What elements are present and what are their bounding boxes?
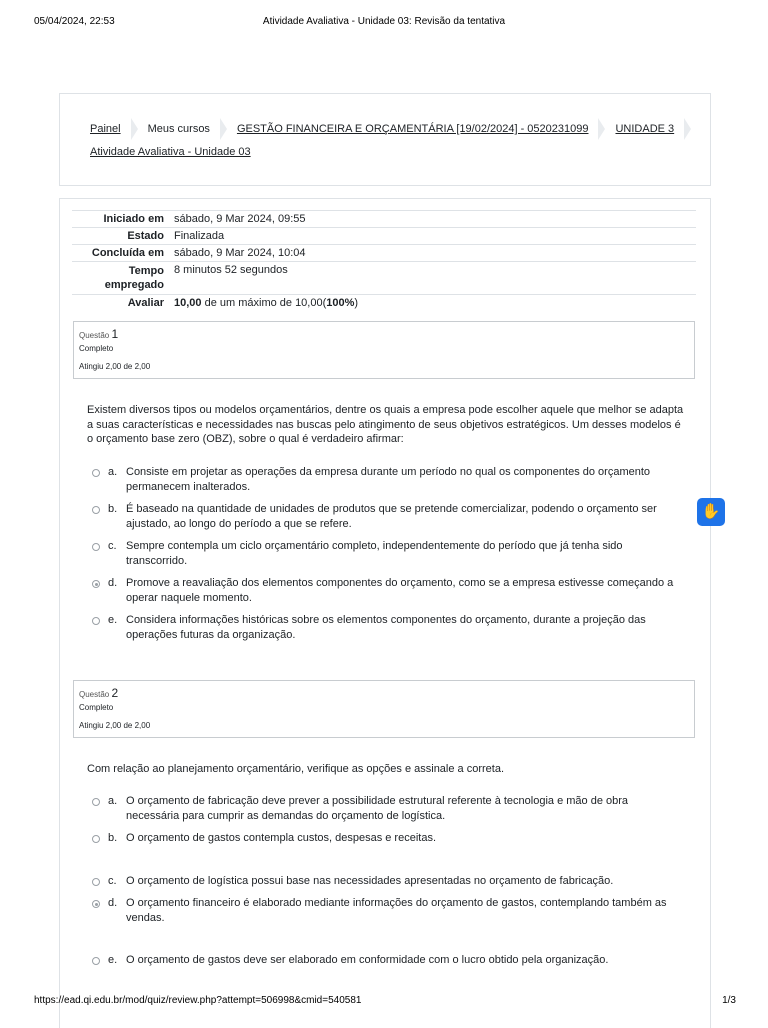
print-title: Atividade Avaliativa - Unidade 03: Revisão da tentativa [262,16,506,27]
question-grade: Atingiu 2,00 de 2,00 [79,362,151,371]
radio-icon[interactable] [92,957,100,965]
question-label: Questão [79,690,110,699]
print-header [0,16,768,30]
breadcrumb-separator-icon [684,118,691,140]
option-letter: d. [108,577,118,589]
breadcrumb-link-painel[interactable]: Painel [90,123,121,135]
option-text: O orçamento de gastos deve ser elaborado em conformidade com o lucro obtido pela organização. [126,954,609,966]
answer-option[interactable] [92,539,682,568]
option-letter: b. [108,832,118,844]
question-text-2: Com relação ao planejamento orçamentário, verifique as opções e assinale a correta. [87,763,505,775]
radio-icon[interactable] [92,469,100,477]
option-text: Consiste em projetar as operações da empresa durante um período no qual os componentes do orçamento permanecem inalterados. [126,466,651,493]
option-text: O orçamento de gastos contempla custos, despesas e receitas. [126,832,436,844]
question-number [79,686,118,700]
answer-option-selected[interactable] [92,896,682,925]
breadcrumb-link-activity[interactable]: Atividade Avaliativa - Unidade 03 [90,146,251,158]
option-letter: e. [108,954,118,966]
option-letter: a. [108,795,118,807]
breadcrumb-item-meus-cursos: Meus cursos [147,123,210,135]
question-number-value: 2 [111,686,119,700]
breadcrumb-link-course[interactable]: GESTÃO FINANCEIRA E ORÇAMENTÁRIA [19/02/2024] - 0520231099 [236,123,589,135]
radio-icon[interactable] [92,835,100,843]
summary-value: 8 minutos 52 segundos [174,264,288,276]
print-url: https://ead.qi.edu.br/mod/quiz/review.php?attempt=506998&cmid=540581 [34,995,362,1006]
answer-option[interactable] [92,794,682,823]
grade-max: de um máximo de 10,00( [201,297,327,309]
summary-label: Estado [127,230,164,242]
question-text-1: Existem diversos tipos ou modelos orçamentários, dentre os quais a empresa pode escolher aquele que melhor se adapta a suas características e necessidades nas buscas pelo atingimento de seus objetivos estratégicos. Um desses modelos é o orçamento base zero (OBZ), sobre o qual é verdadeiro afirmar: [87,404,684,445]
option-text: O orçamento de logística possui base nas necessidades apresentadas no orçamento de fabricação. [126,875,614,887]
question-label: Questão [79,331,110,340]
option-text: Promove a reavaliação dos elementos componentes do orçamento, como se a empresa estivesse começando a operar naquele momento. [126,577,674,604]
option-letter: b. [108,503,118,515]
breadcrumb-link-unit[interactable]: UNIDADE 3 [615,123,675,135]
breadcrumb [59,93,711,186]
question-state: Completo [79,703,114,712]
breadcrumb-separator-icon [598,118,605,140]
radio-checked-icon[interactable] [92,580,100,588]
answer-option[interactable] [92,953,682,968]
option-letter: c. [108,540,117,552]
answer-option[interactable] [92,831,682,846]
summary-label: Concluída em [91,247,164,259]
option-text: O orçamento financeiro é elaborado mediante informações do orçamento de gastos, contemplando também as vendas. [126,897,667,924]
answer-option[interactable] [92,613,682,642]
option-letter: e. [108,614,118,626]
answer-option[interactable] [92,502,682,531]
grade-close: ) [354,297,359,309]
radio-checked-icon[interactable] [92,900,100,908]
summary-grade-value [174,295,358,311]
summary-row [72,294,696,311]
breadcrumb-separator-icon [220,118,227,140]
option-letter: a. [108,466,118,478]
question-state: Completo [79,344,114,353]
question-grade: Atingiu 2,00 de 2,00 [79,721,151,730]
print-page-number: 1/3 [722,995,736,1006]
summary-value: sábado, 9 Mar 2024, 10:04 [174,247,306,259]
radio-icon[interactable] [92,798,100,806]
summary-row [72,261,696,294]
summary-label: Tempo empregado [104,265,164,291]
radio-icon[interactable] [92,878,100,886]
summary-value: sábado, 9 Mar 2024, 09:55 [174,213,306,225]
summary-label: Avaliar [127,297,164,309]
print-datetime: 05/04/2024, 22:53 [34,16,115,27]
radio-icon[interactable] [92,543,100,551]
summary-row [72,227,696,244]
sign-language-icon: ✋ [701,503,721,520]
summary-value: Finalizada [174,230,225,242]
radio-icon[interactable] [92,506,100,514]
summary-row [72,210,696,227]
question-info-2 [73,680,695,738]
question-info-1 [73,321,695,379]
option-text: Sempre contempla um ciclo orçamentário completo, independentemente do período que já tenha sido transcorrido. [126,540,623,567]
answer-option[interactable] [92,874,682,889]
radio-icon[interactable] [92,617,100,625]
grade-percent: 100% [326,297,355,309]
summary-label: Iniciado em [103,213,164,225]
grade-score: 10,00 [174,297,202,309]
question-number-value: 1 [111,327,119,341]
option-text: Considera informações históricas sobre os elementos componentes do orçamento, durante a projeção das operações futuras da organização. [126,614,646,641]
option-letter: d. [108,897,118,909]
answer-option-selected[interactable] [92,576,682,605]
option-letter: c. [108,875,117,887]
question-number [79,327,118,341]
attempt-summary-table [72,210,696,311]
option-text: O orçamento de fabricação deve prever a possibilidade estrutural referente à tecnologia e mão de obra necessária para cumprir as demandas do orçamento de logística. [126,795,629,822]
option-text: É baseado na quantidade de unidades de produtos que se pretende comercializar, podendo o orçamento ser ajustado, ao longo do período a que se refere. [126,503,657,530]
answer-option[interactable] [92,465,682,494]
breadcrumb-separator-icon [131,118,138,140]
accessibility-button[interactable] [697,498,725,526]
summary-row [72,244,696,261]
